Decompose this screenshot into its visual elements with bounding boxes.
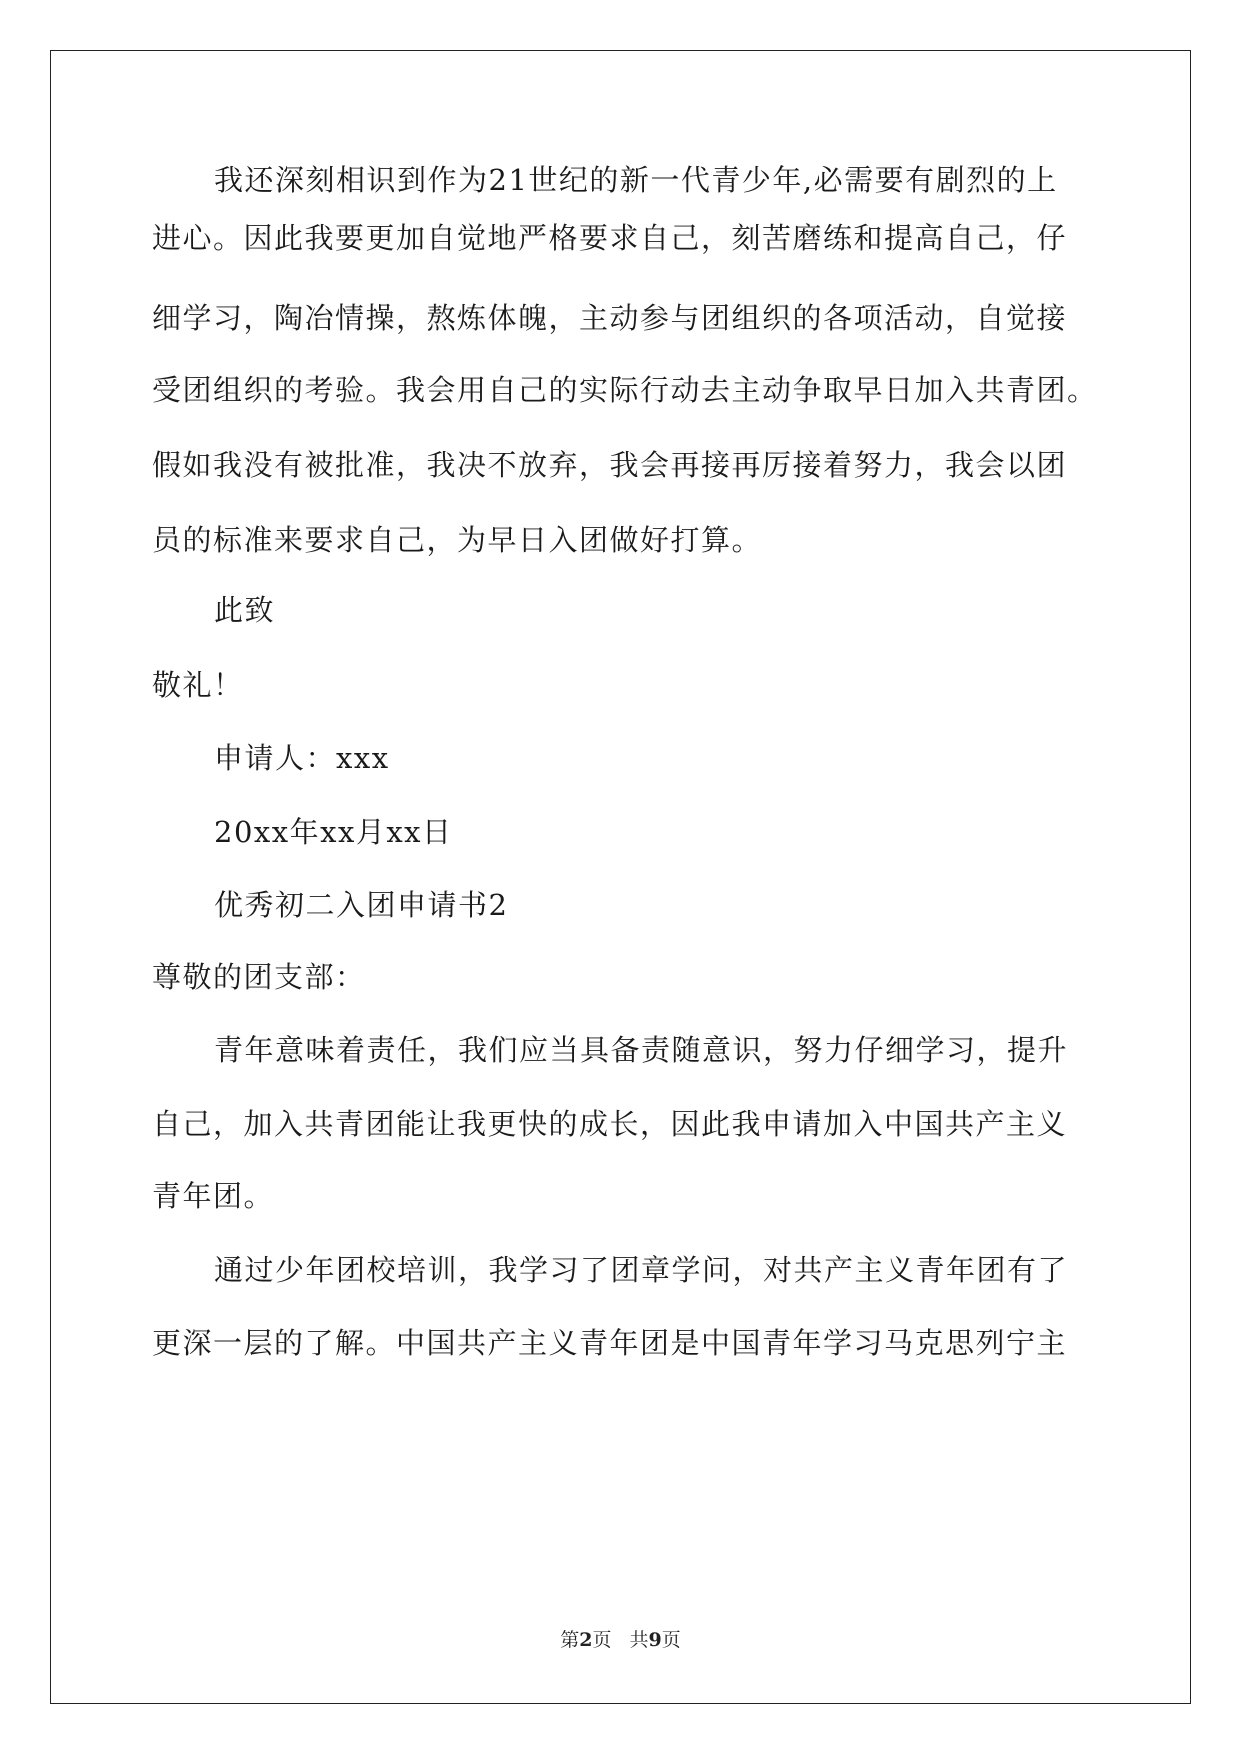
section-title: 优秀初二入团申请书2 [214,888,509,922]
applicant-name: 申请人：xxx [214,741,390,775]
total-prefix: 共 [629,1629,649,1651]
paragraph-line: 员的标准来要求自己，为早日入团做好打算。 [152,523,763,557]
paragraph-line: 自己，加入共青团能让我更快的成长，因此我申请加入中国共产主义 [152,1107,1068,1141]
page-prefix: 第 [560,1629,580,1651]
application-date: 20xx年xx月xx日 [214,815,453,849]
page-footer [0,1625,1241,1652]
page-suffix: 页 [592,1629,612,1651]
total-suffix: 页 [661,1629,681,1651]
paragraph-line: 青年意味着责任，我们应当具备责随意识，努力仔细学习，提升 [214,1033,1069,1067]
total-page-number: 9 [648,1629,662,1651]
paragraph-line: 青年团。 [152,1179,275,1213]
closing-salutation: 此致 [214,593,276,627]
paragraph-line: 通过少年团校培训，我学习了团章学问，对共产主义青年团有了 [214,1253,1069,1287]
current-page-number: 2 [579,1629,593,1651]
paragraph-line: 我还深刻相识到作为21世纪的新一代青少年,必需要有剧烈的上 [214,163,1058,197]
closing-respect: 敬礼！ [152,668,244,702]
greeting: 尊敬的团支部： [152,960,366,994]
paragraph-line: 细学习，陶冶情操，熬炼体魄，主动参与团组织的各项活动，自觉接 [152,301,1068,335]
paragraph-line: 受团组织的考验。我会用自己的实际行动去主动争取早日加入共青团。 [152,373,1098,407]
paragraph-line: 假如我没有被批准，我决不放弃，我会再接再厉接着努力，我会以团 [152,448,1068,482]
paragraph-line: 更深一层的了解。中国共产主义青年团是中国青年学习马克思列宁主 [152,1326,1068,1360]
paragraph-line: 进心。因此我要更加自觉地严格要求自己，刻苦磨练和提高自己，仔 [152,221,1068,255]
